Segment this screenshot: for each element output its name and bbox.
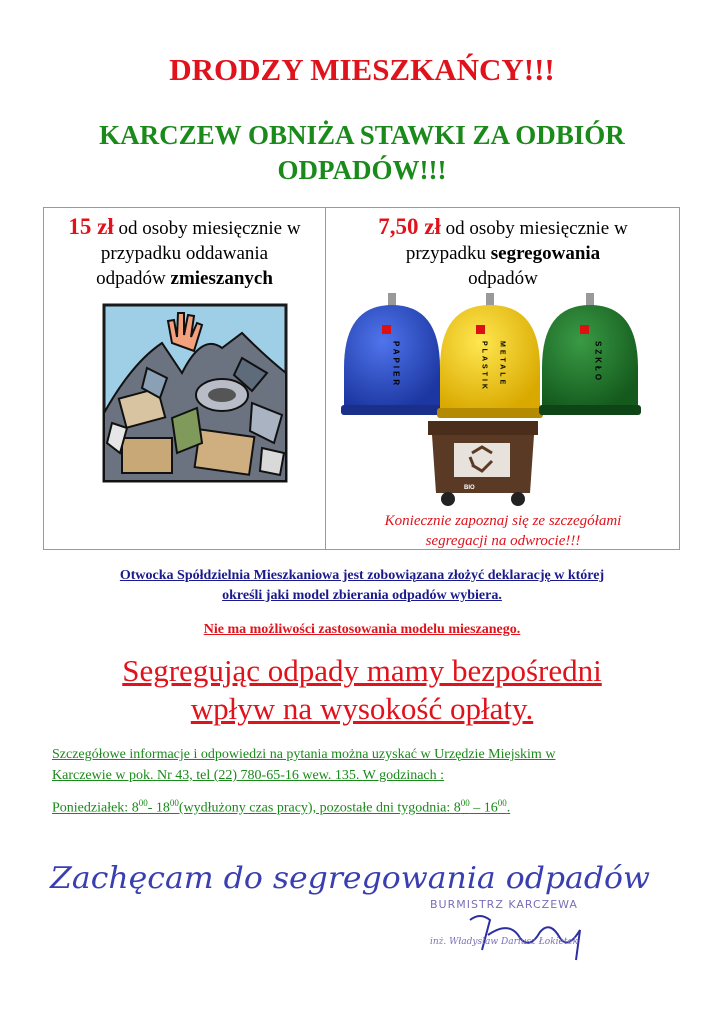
mixed-text-bold: zmieszanych — [170, 268, 273, 289]
mixed-waste-cell — [44, 208, 325, 549]
plastic-bin-label: PLASTIK — [480, 341, 488, 392]
page-subtitle — [0, 118, 724, 188]
mixed-waste-text — [44, 208, 325, 291]
segregated-text-3: odpadów — [468, 268, 538, 289]
mayor-stamp: BURMISTRZ KARCZEWA — [430, 898, 578, 911]
recycling-bins-illustration — [336, 293, 671, 508]
price-comparison-table — [43, 207, 680, 550]
info-line: Karczewie w pok. Nr 43, tel (22) 780-65-16 wew. 135. W godzinach : — [52, 768, 445, 783]
segregated-waste-cell — [326, 208, 680, 549]
signature-block — [40, 840, 670, 990]
mixed-text-3: odpadów — [96, 268, 171, 289]
glass-bin-label: SZKŁO — [593, 341, 603, 384]
slogan-line: wpływ na wysokość opłaty. — [190, 691, 534, 726]
segregated-text-bold: segregowania — [490, 243, 601, 264]
signer-name: inż. Władysław Dariusz Łokietek — [430, 937, 579, 947]
segregated-waste-text — [326, 208, 680, 291]
paper-bin-icon — [341, 293, 443, 415]
no-mixed-model-notice: Nie ma możliwości zastosowania modelu mieszanego. — [203, 622, 521, 637]
segregated-price: 7,50 zł — [378, 214, 441, 239]
page-title: DRODZY MIESZKAŃCY!!! — [169, 52, 555, 87]
slogan-line: Segregując odpady mamy bezpośredni — [122, 653, 602, 688]
office-hours: Poniedziałek: $8^{00}-$ $18^{00}(wydłużony$ czas pracy), pozostałe dni tygodnia: $8^{00} - 16^{00}$. — [52, 798, 511, 816]
metal-bin-label: METALE — [498, 341, 506, 388]
note-line: segregacji na odwrocie!!! — [425, 533, 581, 549]
info-line: Szczegółowe informacje i odpowiedzi na pytania można uzyskać w Urzędzie Miejskim w — [52, 747, 556, 762]
segregated-text-1: od osoby miesięcznie w — [440, 218, 628, 239]
subtitle-line: ODPADÓW!!! — [277, 155, 447, 185]
subtitle-line: KARCZEW OBNIŻA STAWKI ZA ODBIÓR — [99, 120, 625, 150]
notice-line: Otwocka Spółdzielnia Mieszkaniowa jest zobowiązana złożyć deklarację w której — [119, 568, 605, 583]
bio-bin-icon — [428, 421, 538, 506]
mixed-price: 15 zł — [68, 214, 114, 239]
plastic-metal-bin-icon — [437, 293, 543, 418]
garbage-pile-illustration — [102, 303, 288, 483]
contact-info — [52, 744, 692, 819]
mixed-text-1: od osoby miesięcznie w — [113, 218, 301, 239]
glass-bin-icon — [539, 293, 641, 415]
mixed-text-2: przypadku oddawania — [100, 243, 269, 264]
impact-slogan — [0, 652, 724, 728]
note-line: Koniecznie zapoznaj się ze szczegółami — [384, 513, 622, 529]
cooperative-notice — [0, 566, 724, 606]
segregated-text-2: przypadku — [405, 243, 491, 264]
handwritten-encouragement: Zachęcam do segregowania odpadów — [48, 861, 651, 896]
notice-line: określi jaki model zbierania odpadów wybiera. — [222, 588, 502, 603]
bio-bin-label: BIO — [464, 485, 475, 491]
segregation-details-note — [326, 511, 680, 551]
paper-bin-label: PAPIER — [391, 341, 401, 389]
